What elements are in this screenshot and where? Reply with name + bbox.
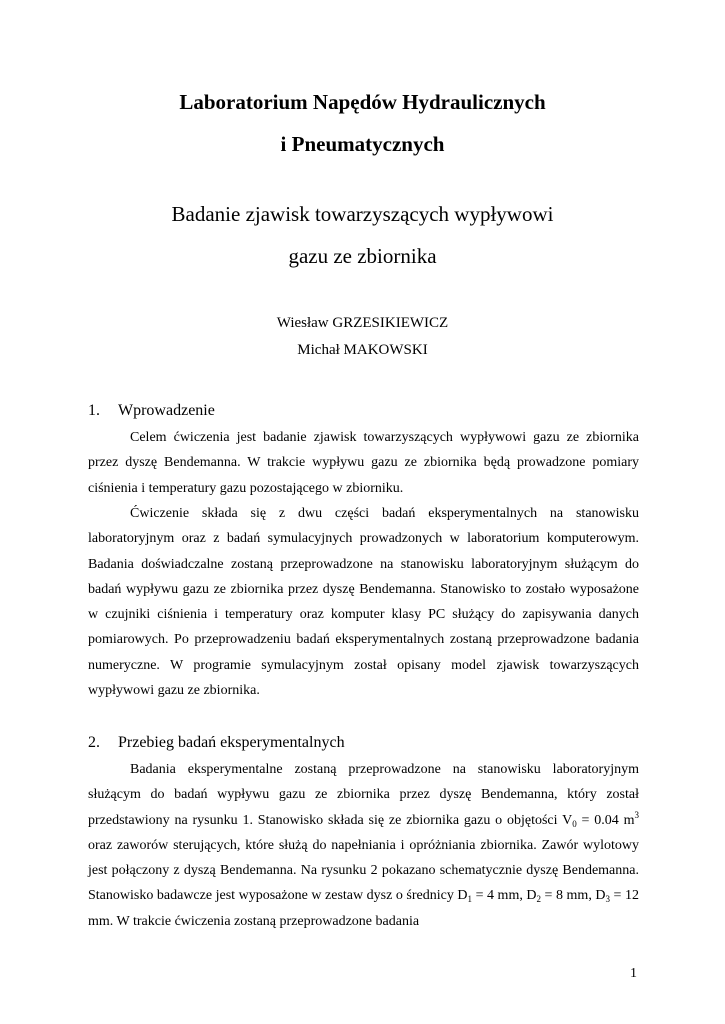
section-1-heading: [88, 400, 215, 422]
document-subtitle-line-2: gazu ze zbiornika: [288, 244, 437, 268]
superscript-m3: 3: [634, 809, 639, 820]
section-1-number: 1.: [88, 402, 100, 419]
section-2-heading: [88, 732, 345, 754]
subscript-d3: 3: [605, 894, 610, 905]
section-2-text-part-3: oraz zaworów sterujących, które służą do napełniania i opróżniania zbiornika. Zawór wylotowy jest połączony z dyszą Bendemanna. Na rysunku 2 pokazano schematycznie dyszę Bendemanna. Stanowisko badawcze jest wyposażone w zestaw dysz o średnicy D: [88, 837, 639, 904]
document-title-line-2: i Pneumatycznych: [280, 132, 445, 156]
subscript-d2: 2: [536, 894, 541, 905]
section-2-text-part-6: = 12 mm. W trakcie ćwiczenia zostaną przeprowadzone badania: [88, 888, 639, 929]
section-2-text-part-4: = 4 mm, D: [472, 888, 537, 904]
subscript-v0: 0: [572, 818, 577, 829]
subscript-d1: 1: [467, 894, 473, 905]
section-2-title: Przebieg badań eksperymentalnych: [118, 734, 345, 751]
section-2-paragraph-1: [88, 757, 639, 934]
document-subtitle-line-1: Badanie zjawisk towarzyszących wypływowi: [171, 202, 554, 226]
page-number: 1: [630, 966, 637, 981]
author-2: Michał MAKOWSKI: [297, 342, 428, 358]
section-2-number: 2.: [88, 734, 100, 751]
section-1-paragraph-1: Celem ćwiczenia jest badanie zjawisk towarzyszących wypływowi gazu ze zbiornika przez dyszę Bendemanna. W trakcie wypływu gazu ze zbiornika będą prowadzone pomiary ciśnienia i temperatury gazu pozostającego w zbiorniku.: [88, 430, 639, 496]
section-1-title: Wprowadzenie: [118, 402, 215, 419]
section-1-paragraph-2: Ćwiczenie składa się z dwu części badań eksperymentalnych na stanowisku laboratoryjnym oraz z badań symulacyjnych prowadzonych w laboratorium komputerowym. Badania doświadczalne zostaną przeprowadzone na stanowisku laboratoryjnym służącym do badań wypływu gazu ze zbiornika przez dyszę Bendemanna. Stanowisko to zostało wyposażone w czujniki ciśnienia i temperatury oraz komputer klasy PC służący do zapisywania danych pomiarowych. Po przeprowadzeniu badań eksperymentalnych zostaną przeprowadzone badania numeryczne. W programie symulacyjnym został opisany model zjawisk towarzyszących wypływowi gazu ze zbiornika.: [88, 506, 639, 699]
section-2-text-part-5: = 8 mm, D: [541, 888, 606, 904]
author-1: Wiesław GRZESIKIEWICZ: [276, 315, 449, 331]
document-title-line-1: Laboratorium Napędów Hydraulicznych: [179, 90, 546, 114]
section-2-text-part-2: = 0.04 m: [576, 812, 635, 828]
section-2-text-part-1: Badania eksperymentalne zostaną przeprowadzone na stanowisku laboratoryjnym służącym do badań wypływu gazu ze zbiornika przez dyszę Bendemanna, który został przedstawiony na rysunku 1. Stanowisko składa się ze zbiornika gazu o objętości V: [88, 762, 639, 828]
